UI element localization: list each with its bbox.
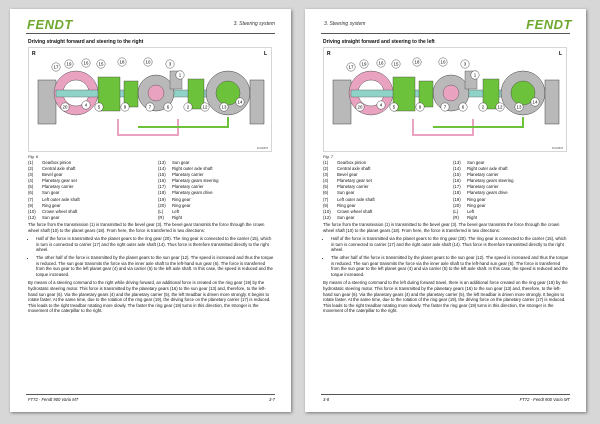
callout-number: 15 [393, 61, 399, 67]
legend-text: Right outer axle shaft [467, 166, 508, 172]
legend-number: (6) [28, 190, 34, 196]
legend-text: Left [172, 208, 180, 214]
legend-text: Right [467, 214, 478, 220]
legend-number: (19) [158, 196, 166, 202]
gearbox-diagram [323, 47, 567, 152]
callout-number: 5 [97, 104, 101, 110]
callout-number: 2 [186, 104, 190, 110]
legend-number: (4) [28, 178, 34, 184]
footer-rule [321, 394, 570, 395]
bullet-item: • The other half of the force is transmitted by the planet gears to the sun gear (12). The speed is increased and thus the torque is reduced. The sun gear transmits the force via the inner axle shaft to the left-hand sun gear (6). The force is transferred from the sun gear to the left planet gear (4) and via carrier (5) to the left axle shaft. In this case, the speed is reduced and the torque increased. [36, 255, 274, 277]
section-header: 3. Steering system [233, 21, 275, 27]
callout-number: 9 [418, 104, 422, 110]
footer-page-number: 3-7 [268, 397, 275, 402]
legend-text: Ring gear [172, 196, 191, 202]
figure-code: FIG09876 [256, 147, 268, 150]
legend-number: (2) [28, 166, 34, 172]
legend-number: (9) [28, 202, 34, 208]
legend-text: Central axle shaft [337, 166, 371, 172]
figure-label: Fig. 6 [28, 154, 39, 159]
closing-paragraph: By means of a steering command to the right while driving forward, an additional force is created on the ring gear (19) by the hydrostatic steering motor. This force is transmitted by the planetary gears (16) to the sun gear (13) and, therefore, to the left-hand sun gear (6). Via the planetary gears (4) and the planetary carrier (5), the left treadbar is driven more strongly. It begins to rotate faster. At the same time, due to the rotation of the ring gear (19), the driving force on the planetary carrier (17) is reduced. This leads to the right treadbar rotating more slowly. The faster the ring gear (19) turns in this direction, the stronger is the movement of the caterpillar to the right. [28, 280, 271, 314]
callout-number: 18 [119, 59, 125, 65]
corner-label-l: L [559, 51, 563, 57]
callout-number: 3 [463, 61, 467, 67]
corner-label-r: R [32, 51, 36, 57]
legend-text: Ring gear [467, 202, 486, 208]
bullet-item: • Half of the force is transmitted via the planet gears to the ring gear (20). The ring gear is connected to the carrier (15), which in turn is connected to carrier (17) and the right outer axle shaft (14). Thus force is therefore transmitted directly to the right wheel. [331, 236, 569, 253]
callout-number: 20 [357, 104, 363, 110]
legend-number: (20) [453, 202, 461, 208]
callout-number: 1 [178, 72, 182, 78]
legend-number: (12) [28, 214, 36, 220]
callout-number: 2 [481, 104, 485, 110]
footer-doc: FT72 - Fendt 900 Vario MT [28, 397, 79, 402]
footer-rule [26, 394, 275, 395]
legend-number: (2) [323, 166, 329, 172]
legend-number: (7) [323, 196, 329, 202]
legend-text: Sun gear [337, 190, 355, 196]
intro-paragraph: The force from the transmission (1) is transmitted to the bevel gear (3). The bevel gear transmits the force through the crown wheel shaft (10) to the planet gears (18). From here, the force is transferred in two directions: [28, 222, 265, 233]
legend-number: (R) [453, 214, 459, 220]
legend-number: (1) [28, 160, 34, 165]
legend-number: (15) [453, 172, 461, 178]
callout-number: 14 [237, 99, 243, 105]
legend-text: Planetary carrier [467, 184, 499, 190]
legend-item [158, 215, 219, 221]
legend-text: Left [467, 208, 475, 214]
body-text [28, 222, 274, 317]
closing-paragraph: By means of a steering command to the left during forward travel, there is an additional force created on the ring gear (19) by the hydrostatic steering motor. This force is transmitted by the planetary gears (16) to the sun gear (13) and, therefore, to the left-hand sun gear (6). Via the planetary gears (4) and the planetary carrier (5), the left treadbar is driven more strongly. It begins to rotate faster. At the same time, due to the rotation of the ring gear (19), the driving force on the planetary carrier (17) is reduced. This leads to the right treadbar rotating more slowly. The faster the ring gear (19) turns in this direction, the stronger is the movement of the caterpillar to the right. [323, 280, 568, 314]
legend-text: Bevel gear [42, 172, 63, 178]
callout-number: 15 [98, 61, 104, 67]
callout-number: 4 [379, 102, 383, 108]
callout-number: 16 [378, 60, 384, 66]
legend-item [323, 215, 375, 221]
legend-number: (3) [323, 172, 329, 178]
bullet-item: • The other half of the force is transmitted by the planet gears to the sun gear (12). The speed is increased and thus the torque is reduced. The sun gear transmits the force via the inner axle shaft to the left-hand sun gear (6). The force is transferred from the sun gear to the left planet gear (4) and via carrier (5) to the left axle shaft. In this case, the speed is reduced and the torque increased. [331, 255, 569, 277]
gearbox-drawing [323, 47, 567, 152]
body-text [323, 222, 569, 317]
callout-number: 13 [516, 104, 522, 110]
fendt-logo: FENDT [27, 17, 73, 32]
left-hub [38, 80, 56, 124]
callout-number: 7 [148, 104, 152, 110]
legend-number: (14) [158, 166, 166, 172]
legend-number: (14) [453, 166, 461, 172]
callout-number: 12 [497, 104, 503, 110]
legend-number: (20) [158, 202, 166, 208]
corner-label-r: R [327, 51, 331, 57]
callout-number: 5 [392, 104, 396, 110]
callout-number: 6 [166, 104, 170, 110]
legend-number: (10) [28, 208, 36, 214]
legend-right [158, 160, 219, 221]
legend-text: Planetary gear set [42, 178, 77, 184]
legend-number: (16) [158, 178, 166, 184]
legend-text: Planetary carrier [337, 184, 369, 190]
left-page [10, 9, 291, 412]
legend-text: Planetary carrier [172, 184, 204, 190]
legend-number: (7) [28, 196, 34, 202]
header-rule [26, 33, 275, 34]
bevel-gear-hub [443, 85, 459, 101]
callout-number: 7 [443, 104, 447, 110]
callout-number: 1 [473, 72, 477, 78]
legend-text: Gearbox pinion [337, 160, 367, 165]
callout-number: 12 [202, 104, 208, 110]
bullet-list [28, 236, 274, 277]
legend-number: (L) [453, 208, 459, 214]
legend-number: (18) [158, 190, 166, 196]
legend-text: Ring gear [337, 202, 356, 208]
legend-text: Planetary gears drive [172, 190, 213, 196]
section-header: 3. Steering system [324, 21, 366, 27]
legend-number: (16) [453, 178, 461, 184]
callout-number: 17 [348, 64, 354, 70]
legend-number: (13) [158, 160, 166, 165]
right-hub [545, 80, 559, 124]
legend-text: Central axle shaft [42, 166, 76, 172]
legend-number: (5) [323, 184, 329, 190]
fendt-logo: FENDT [526, 17, 572, 32]
legend-left [323, 160, 375, 221]
callout-number: 6 [461, 104, 465, 110]
header-rule [321, 33, 570, 34]
legend-number: (13) [453, 160, 461, 165]
legend-text: Planetary gear set [337, 178, 372, 184]
bullet-item: • Half of the force is transmitted via the planet gears to the ring gear (20). The ring gear is connected to the carrier (15), which in turn is connected to carrier (17) and the right outer axle shaft (14). Thus force is therefore transmitted directly to the right wheel. [36, 236, 274, 253]
legend-number: (15) [158, 172, 166, 178]
callout-number: 3 [168, 61, 172, 67]
legend-text: Sun gear [172, 160, 190, 165]
legend-text: Sun gear [467, 160, 485, 165]
legend-text: Ring gear [467, 196, 486, 202]
footer-doc: FT72 - Fendt 900 Vario MT [519, 397, 570, 402]
legend-text: Ring gear [42, 202, 61, 208]
legend-number: (R) [158, 214, 164, 220]
legend-number: (4) [323, 178, 329, 184]
legend-text: Planetary gears steering [172, 178, 219, 184]
legend-number: (10) [323, 208, 331, 214]
intro-paragraph: The force from the transmission (1) is transmitted to the bevel gear (3). The bevel gear transmits the force through the crown wheel shaft (10) to the planet gears (18). From here, the force is transferred in two directions: [323, 222, 560, 233]
legend-number: (12) [323, 214, 331, 220]
legend-text: Sun gear [42, 190, 60, 196]
legend-number: (17) [453, 184, 461, 190]
callout-number: 19 [66, 61, 72, 67]
footer-page-number: 3-8 [323, 397, 330, 402]
legend-text: Planetary carrier [172, 172, 204, 178]
legend-text: Planetary gears steering [467, 178, 514, 184]
right-page [305, 9, 586, 412]
legend-right [453, 160, 514, 221]
legend-text: Left outer axle shaft [42, 196, 80, 202]
left-hub [333, 80, 351, 124]
callout-number: 20 [62, 104, 68, 110]
legend-text: Left outer axle shaft [337, 196, 375, 202]
callout-number: 17 [53, 64, 59, 70]
legend-number: (9) [323, 202, 329, 208]
legend-text: Crown wheel shaft [42, 208, 78, 214]
legend-text: Planetary carrier [467, 172, 499, 178]
legend-text: Planetary gears drive [467, 190, 508, 196]
callout-number: 4 [84, 102, 88, 108]
legend-text: Right [172, 214, 183, 220]
legend-number: (17) [158, 184, 166, 190]
bullet-list [323, 236, 569, 277]
legend-number: (1) [323, 160, 329, 165]
callout-number: 9 [123, 104, 127, 110]
callout-number: 18 [414, 59, 420, 65]
callout-number: 14 [532, 99, 538, 105]
figure-label: Fig. 7 [323, 154, 334, 159]
figure-code: FIG09878 [551, 147, 563, 150]
legend-text: Crown wheel shaft [337, 208, 373, 214]
legend-text: Bevel gear [337, 172, 358, 178]
callout-number: 16 [83, 60, 89, 66]
legend-text: Ring gear [172, 202, 191, 208]
legend-number: (5) [28, 184, 34, 190]
legend-number: (6) [323, 190, 329, 196]
legend-text: Sun gear [337, 214, 355, 220]
gearbox-drawing [28, 47, 272, 152]
page-title: Driving straight forward and steering to the left [323, 39, 435, 45]
legend-number: (L) [158, 208, 164, 214]
legend-text: Planetary carrier [42, 184, 74, 190]
legend-item [28, 215, 80, 221]
gearbox-diagram [28, 47, 272, 152]
page-title: Driving straight forward and steering to the right [28, 39, 144, 45]
right-hub [250, 80, 264, 124]
legend-left [28, 160, 80, 221]
legend-number: (19) [453, 196, 461, 202]
callout-number: 19 [361, 61, 367, 67]
bevel-gear-hub [148, 85, 164, 101]
legend-text: Right outer axle shaft [172, 166, 213, 172]
legend-item [453, 215, 514, 221]
legend-number: (3) [28, 172, 34, 178]
callout-number: 13 [221, 104, 227, 110]
legend-text: Gearbox pinion [42, 160, 72, 165]
legend-number: (18) [453, 190, 461, 196]
corner-label-l: L [264, 51, 268, 57]
callout-number: 10 [440, 59, 446, 65]
legend-text: Sun gear [42, 214, 60, 220]
callout-number: 10 [145, 59, 151, 65]
